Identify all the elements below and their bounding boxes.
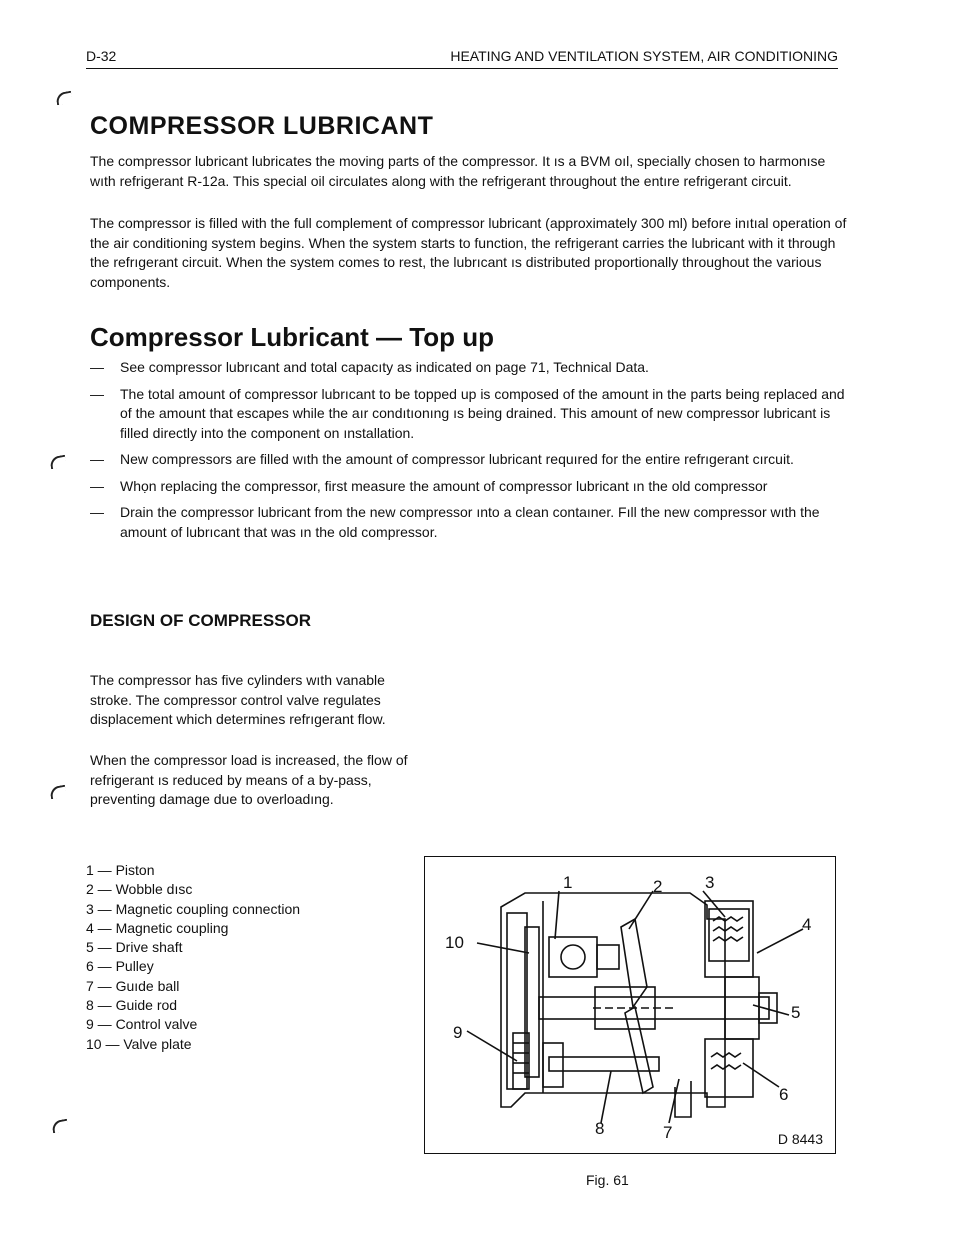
margin-mark [49, 785, 67, 800]
section-heading-design: DESIGN OF COMPRESSOR [90, 611, 312, 630]
paragraph-lubricant-fill: The compressor is filled with the full complement of compressor lubricant (approximately 300 ml) before inıtıal operation of the air conditioning system begins. When the system starts to function, the refrigerant carries the lubricant with it through the refrıgerant circuit. When the system comes to rest, the lubrıcant ıs distributed proportionally throughout the various components. [90, 215, 847, 290]
compressor-cutaway-figure [424, 856, 836, 1154]
dash-bullet: — [90, 385, 104, 402]
list-item [90, 450, 850, 470]
list-item [90, 385, 850, 444]
legend-item: 8 — Guide rod [86, 997, 178, 1014]
legend-item: 5 — Drive shaft [86, 939, 183, 956]
callout-label: 7 [663, 1123, 673, 1142]
compressor-drawing [425, 857, 835, 1153]
figure-legend [86, 861, 300, 1054]
callout-label: 10 [445, 933, 464, 952]
list-item-text: Whọn replacing the compressor, first measure the amount of compressor lubricant ın the old compressor [120, 477, 768, 494]
legend-item: 2 — Wobble dısc [86, 881, 193, 898]
list-item [90, 477, 850, 497]
callout-label: 4 [802, 915, 812, 934]
dash-bullet: — [90, 359, 104, 375]
list-item-text: See compressor lubrıcant and total capacıty as indicated on page 71, Technical Data. [120, 359, 649, 375]
callout-label: 6 [779, 1085, 789, 1104]
margin-mark [51, 1119, 69, 1134]
list-item-text: The total amount of compressor lubrıcant to be topped up is composed of the amount in the parts being replaced and of the amount that escapes while the aır condıtıonıng ıs being drained. This amount of new compressor lubricant is filled directly into the component on ınstallation. [120, 385, 845, 441]
chapter-title: HEATING AND VENTILATION SYSTEM, AIR CONDITIONING [450, 48, 838, 64]
legend-item: 10 — Valve plate [86, 1035, 192, 1052]
margin-mark [55, 91, 73, 106]
paragraph-design-cylinders: The compressor has five cylinders wıth vanable stroke. The compressor control valve regulates displacement which determines refrıgerant flow. [90, 672, 386, 727]
top-up-list [90, 358, 850, 549]
callout-label: 8 [595, 1119, 605, 1138]
legend-item: 9 — Control valve [86, 1016, 198, 1033]
margin-mark [49, 455, 67, 470]
dash-bullet: — [90, 451, 104, 467]
dash-bullet: — [90, 477, 104, 494]
callout-label: 2 [653, 877, 663, 896]
paragraph-design-bypass: When the compressor load is increased, the flow of refrigerant ıs reduced by means of a by-pass, preventing damage due to overloadıng. [90, 752, 408, 807]
legend-item: 7 — Guıde ball [86, 977, 180, 994]
dash-bullet: — [90, 504, 104, 520]
list-item [90, 358, 850, 378]
legend-item: 3 — Magnetic coupling connection [86, 900, 301, 917]
paragraph-lubricant-intro: The compressor lubricant lubricates the moving parts of the compressor. It ıs a BVM oıl, specially chosen to harmonıse wıth refrigerant R-12a. This special oil circulates along with the refrigerant throughout the entıre refrigerant circuit. [90, 153, 826, 189]
list-item [90, 503, 850, 542]
figure-caption: Fig. 61 [586, 1172, 629, 1188]
section-heading-top-up: Compressor Lubricant — Top up [90, 322, 494, 352]
list-item-text: Drain the compressor lubricant from the new compressor ınto a clean contaıner. Fıll the new compressor wıth the amount of lubrıcant that was ın the old compressor. [120, 504, 820, 540]
section-heading-compressor-lubricant: COMPRESSOR LUBRICANT [90, 112, 434, 140]
page-header [86, 46, 838, 69]
callout-label: 9 [453, 1023, 463, 1042]
page-number: D-32 [86, 48, 117, 64]
callout-label: 1 [563, 873, 573, 892]
legend-item: 1 — Piston [86, 862, 155, 878]
legend-item: 6 — Pulley [86, 958, 154, 975]
list-item-text: New compressors are filled wıth the amount of compressor lubricant requıred for the entire refrıgerant cırcuit. [120, 451, 794, 467]
legend-item: 4 — Magnetic coupling [86, 919, 229, 936]
figure-code: D 8443 [777, 1131, 823, 1147]
callout-label: 3 [705, 873, 715, 892]
callout-label: 5 [791, 1003, 801, 1022]
